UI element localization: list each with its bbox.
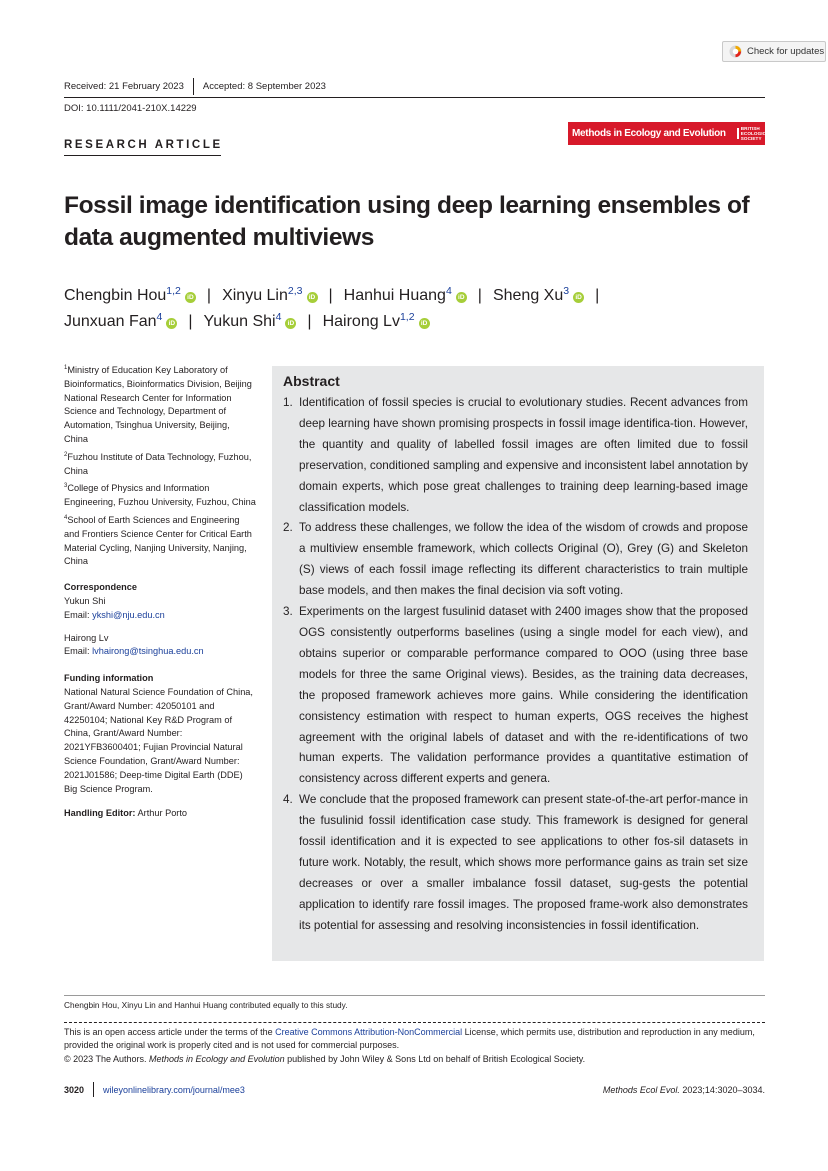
- correspondence-email: Email: ykshi@nju.edu.cn: [64, 609, 165, 620]
- orcid-icon[interactable]: iD: [419, 318, 430, 329]
- author-list: Chengbin Hou$^{1,2}$iD | Xinyu Lin$^{2,3}$iD | Hanhui Huang$^4$iD | Sheng Xu$^3$iD | Junxuan Fan$^4$iD | Yukun Shi$^4$iD | Hairong Lv$^{1,2}$iD: [64, 285, 600, 330]
- doi: DOI: 10.1111/2041-210X.14229: [64, 103, 197, 114]
- accepted-date: Accepted: 8 September 2023: [202, 81, 326, 92]
- email-link[interactable]: ykshi@nju.edu.cn: [92, 609, 165, 620]
- correspondence-email: Email: lvhairong@tsinghua.edu.cn: [64, 646, 204, 657]
- page-number: 3020: [64, 1084, 85, 1095]
- orcid-icon[interactable]: iD: [166, 318, 177, 329]
- abstract-title: Abstract: [283, 373, 340, 389]
- correspondence-label: Correspondence: [64, 582, 138, 593]
- funding-text: National Natural Science Foundation of China, Grant/Award Number: 42050101 and 42250104; National Key R&D Program of China, Grant/Award Number: 2021YFB3600401; Fujian Provincial Natural Science Foundation, Grant/Award Number: 2021J01586; Deep-time Digital Earth (DDE) Big Science Program.: [64, 686, 253, 794]
- affiliation: $^1$Ministry of Education Key Laboratory of Bioinformatics, Bioinformatics Division, Beijing National Research Center for Information Science and Technology, Department of Automation, Tsinghua University, Beijing, China: [64, 365, 252, 444]
- abstract-item: 4. We conclude that the proposed framework can present state-of-the-art perfor-mance in the fusulinid fossil identification case study. This framework is designed for general fossil identification and it is expected to see applications to other fos-sil datasets in future work. Notably, the result, which shows more performance gains as train set size decreases or over a smaller imbalance fossil dataset, sug-gests the potential application to identify rare fossil images. The proposed frame-work also demonstrates its potential for assessing and resolving inconsistencies in fossil identification.: [283, 793, 748, 932]
- journal-logo-name: Methods in Ecology and Evolution: [572, 128, 726, 139]
- abstract-item: 1. Identification of fossil species is crucial to evolutionary studies. Recent advances from deep learning have shown promising prospects in fossil image identifica-tion. However, the quantity and quality of labelled fossil images are often limited due to fossil preservation, conditioned sampling and expensive and inconsistent label annotation by domain experts, which pose great challenges to training deep learning-based image classification models.: [283, 396, 748, 514]
- license-text: This is an open access article under the terms of the Creative Commons Attribution-NonCommercial License, which permits use, distribution and reproduction in any medium, provided the original work is properly cited and is not used for commercial purposes. © 2023 The Authors. Methods in Ecology and Evolution published by John Wiley & Sons Ltd on behalf of British Ecological Society.: [64, 1027, 755, 1064]
- journal-logo: [568, 122, 773, 145]
- orcid-icon[interactable]: iD: [285, 318, 296, 329]
- orcid-icon[interactable]: iD: [573, 292, 584, 303]
- email-link[interactable]: lvhairong@tsinghua.edu.cn: [92, 646, 204, 657]
- received-date: Received: 21 February 2023: [64, 81, 184, 92]
- author-name[interactable]: Sheng Xu$^3$iD: [493, 287, 584, 304]
- article-dates: [64, 78, 326, 95]
- date-divider: [193, 78, 194, 95]
- funding-label: Funding information: [64, 673, 154, 684]
- author-name[interactable]: Xinyu Lin$^{2,3}$iD: [222, 287, 317, 304]
- orcid-icon[interactable]: iD: [456, 292, 467, 303]
- bes-logo-icon: [737, 128, 739, 139]
- license-rule: [64, 1022, 765, 1023]
- orcid-icon[interactable]: iD: [185, 292, 196, 303]
- author-name[interactable]: Hairong Lv$^{1,2}$iD: [323, 313, 430, 330]
- affiliation: $^3$College of Physics and Information Engineering, Fuzhou University, Fuzhou, China: [64, 483, 256, 508]
- author-name[interactable]: Yukun Shi$^4$iD: [204, 313, 297, 330]
- handling-editor: Handling Editor: Arthur Porto: [64, 808, 188, 819]
- journal-url[interactable]: wileyonlinelibrary.com/journal/mee3: [103, 1084, 245, 1095]
- author-name[interactable]: Hanhui Huang$^4$iD: [344, 287, 467, 304]
- affiliation: $^4$School of Earth Sciences and Engineering and Frontiers Science Center for Critical Earth Material Cycling, Nanjing University, Nanjing, China: [64, 514, 252, 567]
- article-title: Fossil image identification using deep learning ensembles of data augmented multiviews: [64, 192, 750, 251]
- page-footer: [64, 1082, 765, 1097]
- header-rule: [64, 97, 765, 98]
- license-link[interactable]: Creative Commons Attribution-NonCommercial: [275, 1027, 463, 1037]
- check-updates-icon: [729, 45, 742, 58]
- abstract-list: [283, 393, 748, 937]
- footer-divider: [93, 1082, 94, 1097]
- abstract-item: 3. Experiments on the largest fusulinid dataset with 2400 images show that the proposed OGS consistently outperforms baselines (using a single model for each view), and obtains superior or comparable performance compared to OOO (using three base models for three the same Original views). Besides, as the training data decreases, the proposed framework achieves more gains. While considering the identification consistency estimation with respect to human experts, OGS receives the highest agreement with the original labels of dataset and with the re-identifications of two human experts. The validation performance provides a quantitative estimation of consistency across different experts and genera.: [283, 605, 748, 786]
- abstract-item: 2. To address these challenges, we follow the idea of the wisdom of crowds and propose a multiview ensemble framework, which collects Original (O), Grey (G) and Skeleton (S) views of each fossil image reflecting its different characteristics to train multiple base models, and then makes the final decision via soft voting.: [283, 521, 748, 598]
- article-type-underline: [64, 155, 221, 156]
- correspondence-name: Hairong Lv: [64, 632, 109, 643]
- author-name[interactable]: Chengbin Hou$^{1,2}$iD: [64, 287, 196, 304]
- affiliation: $^2$Fuzhou Institute of Data Technology, Fuzhou, China: [64, 451, 252, 476]
- citation: Methods Ecol Evol. 2023;14:3020–3034.: [602, 1084, 765, 1095]
- bes-society-text: BRITISH ECOLOGICAL SOCIETY: [740, 126, 773, 141]
- check-for-updates-button[interactable]: [722, 41, 826, 62]
- left-sidebar: [64, 364, 256, 821]
- article-type: RESEARCH ARTICLE: [64, 139, 223, 151]
- footnote-rule: [64, 995, 765, 996]
- check-updates-label: Check for updates: [747, 46, 825, 57]
- orcid-icon[interactable]: iD: [307, 292, 318, 303]
- correspondence-name: Yukun Shi: [64, 595, 106, 606]
- equal-contribution-note: Chengbin Hou, Xinyu Lin and Hanhui Huang contributed equally to this study.: [64, 1000, 348, 1010]
- author-name[interactable]: Junxuan Fan$^4$iD: [64, 313, 177, 330]
